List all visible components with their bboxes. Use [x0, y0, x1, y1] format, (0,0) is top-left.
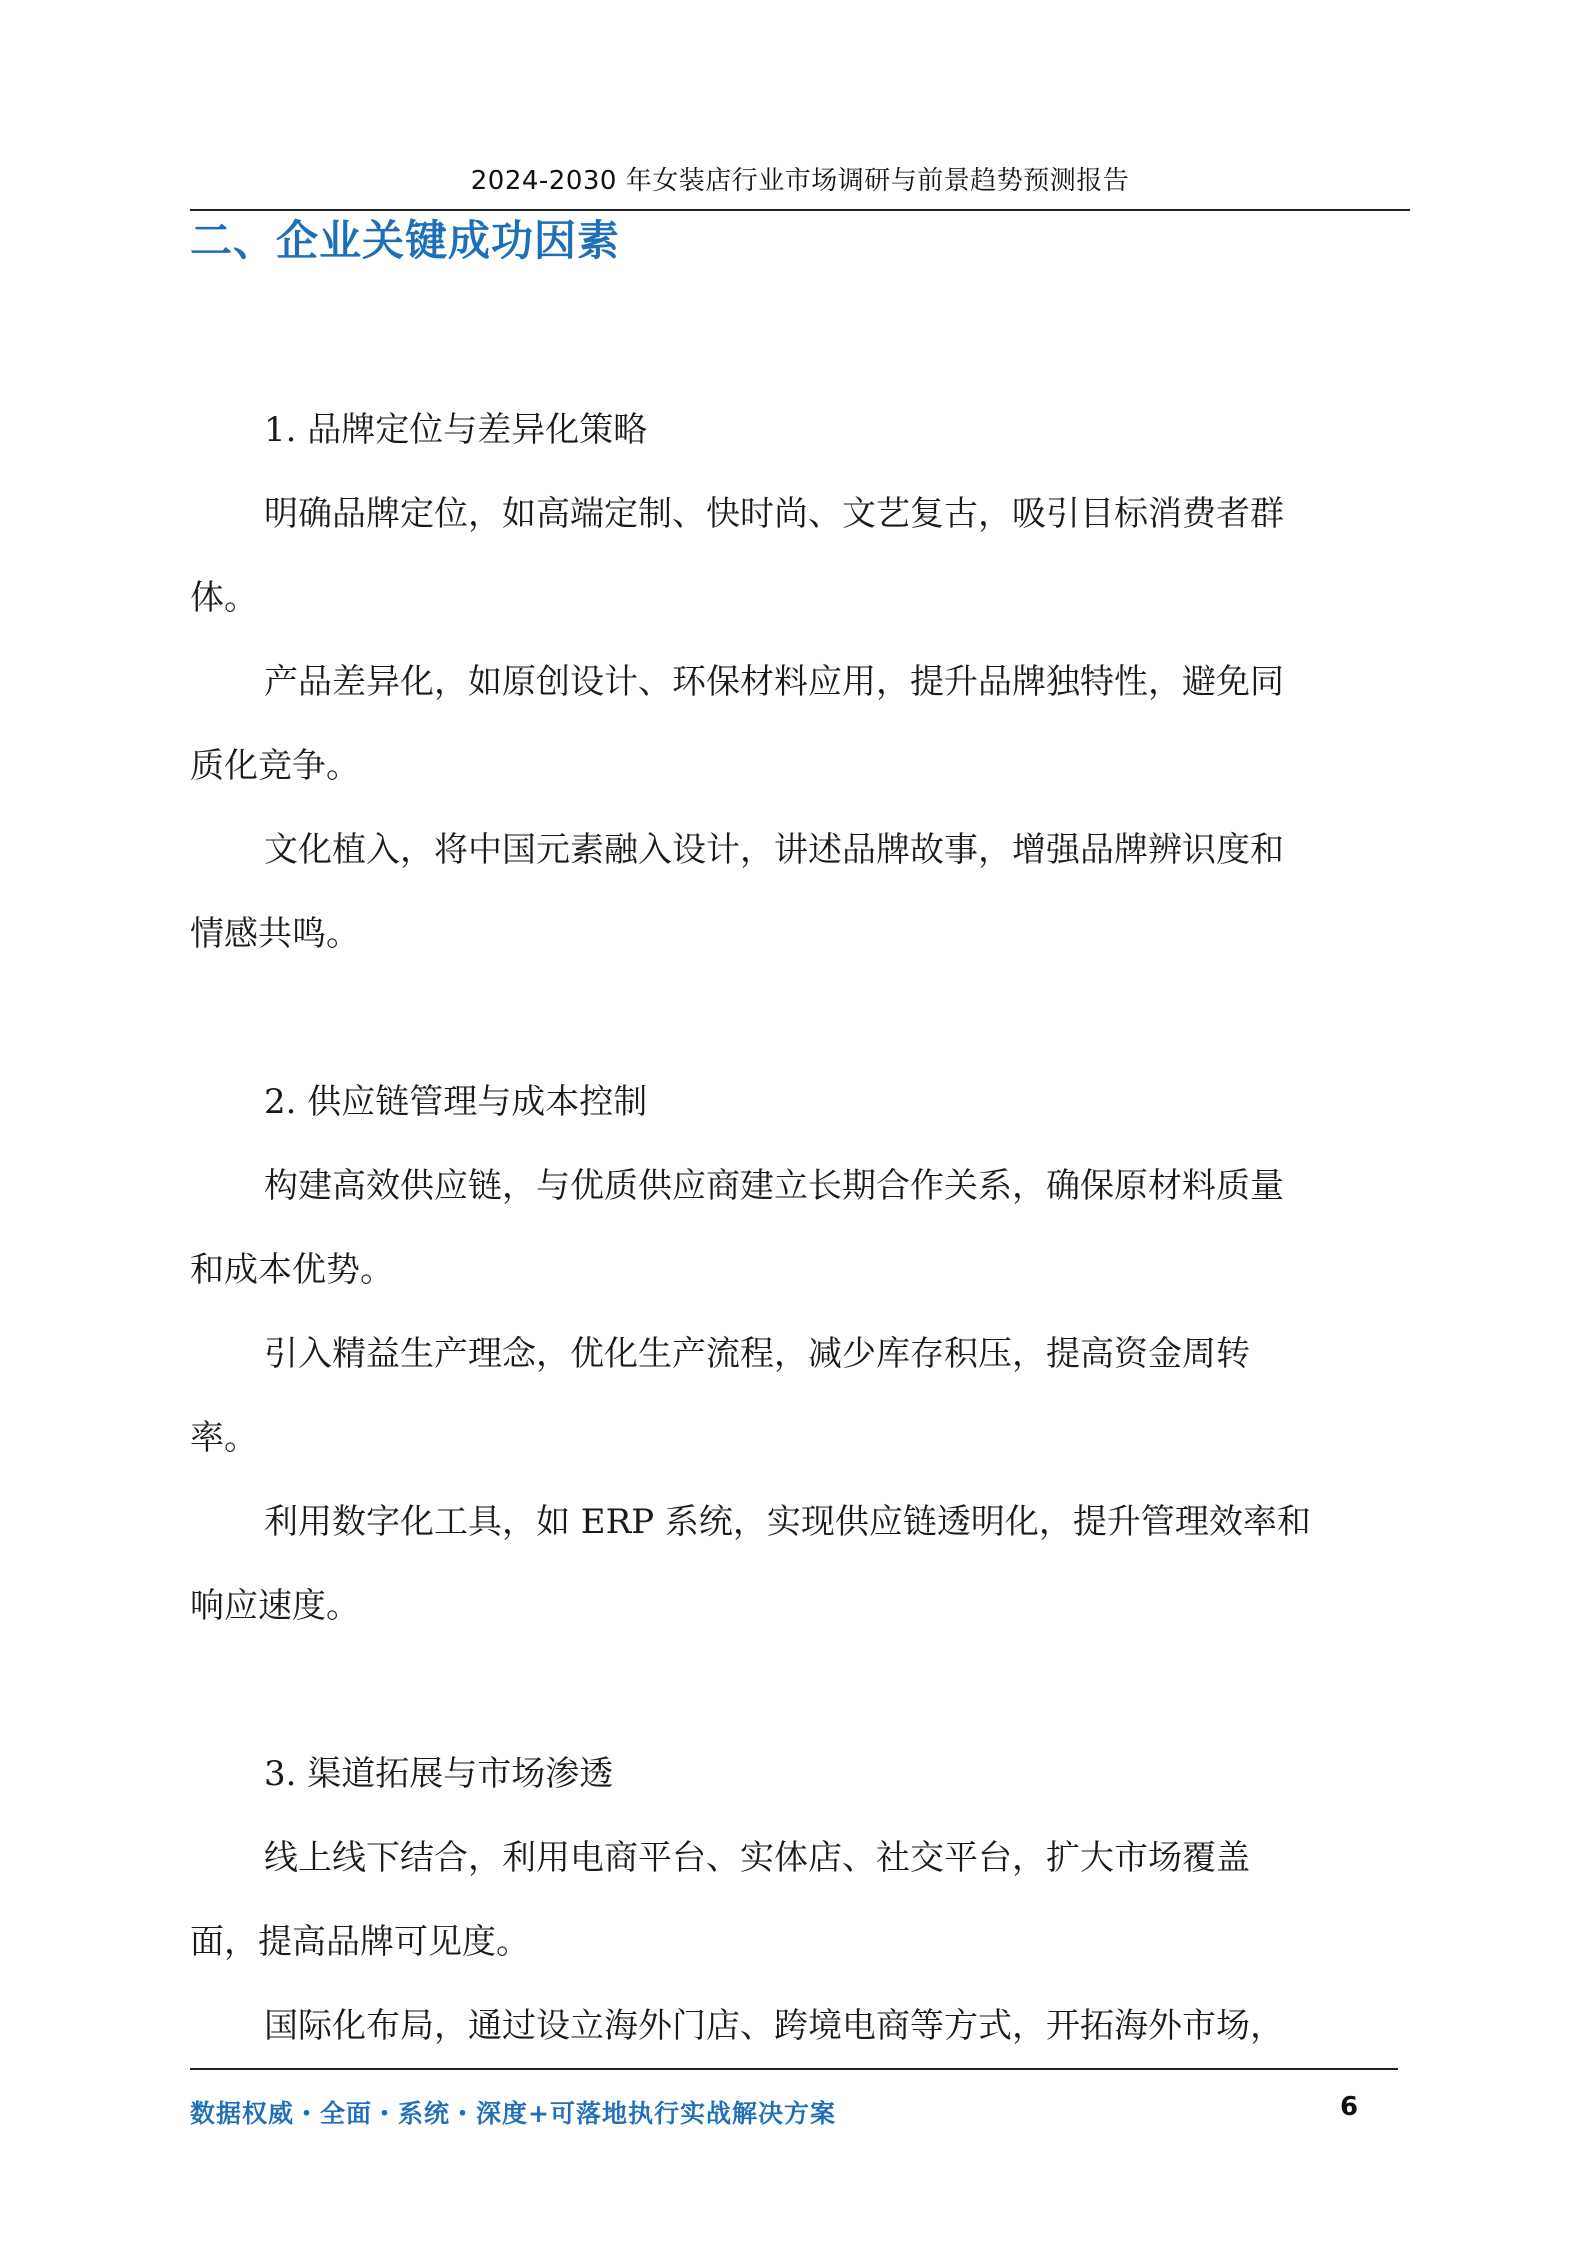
footer-divider	[190, 2068, 1398, 2070]
paragraph-line: 国际化布局，通过设立海外门店、跨境电商等方式，开拓海外市场，	[264, 2006, 1284, 2046]
paragraph-line: 面，提高品牌可见度。	[190, 1922, 530, 1962]
paragraph-line: 响应速度。	[190, 1586, 360, 1626]
section-gap	[190, 976, 1400, 1060]
running-header: 2024-2030 年女装店行业市场调研与前景趋势预测报告	[470, 166, 1130, 196]
paragraph-line: 明确品牌定位，如高端定制、快时尚、文艺复古，吸引目标消费者群	[264, 494, 1284, 534]
paragraph-line: 和成本优势。	[190, 1250, 394, 1290]
footer-slogan: 数据权威・全面・系统・深度+可落地执行实战解决方案	[190, 2099, 836, 2128]
paragraph-line: 引入精益生产理念，优化生产流程，减少库存积压，提高资金周转	[264, 1334, 1250, 1374]
paragraph-line: 体。	[190, 578, 258, 618]
paragraph-line: 率。	[190, 1418, 258, 1458]
paragraph-line: 文化植入，将中国元素融入设计，讲述品牌故事，增强品牌辨识度和	[264, 830, 1284, 870]
subsection-title: 2. 供应链管理与成本控制	[264, 1082, 648, 1122]
paragraph-line: 线上线下结合，利用电商平台、实体店、社交平台，扩大市场覆盖	[264, 1838, 1250, 1878]
paragraph-line: 构建高效供应链，与优质供应商建立长期合作关系，确保原材料质量	[264, 1166, 1284, 1206]
paragraph-line: 质化竞争。	[190, 746, 360, 786]
document-body	[190, 388, 1400, 2068]
paragraph-line: 产品差异化，如原创设计、环保材料应用，提升品牌独特性，避免同	[264, 662, 1284, 702]
subsection-title: 3. 渠道拓展与市场渗透	[264, 1754, 614, 1794]
page-number: 6	[1340, 2092, 1359, 2122]
paragraph-line: 利用数字化工具，如 ERP 系统，实现供应链透明化，提升管理效率和	[264, 1502, 1311, 1542]
section-gap	[190, 1648, 1400, 1732]
subsection-title: 1. 品牌定位与差异化策略	[264, 410, 648, 450]
section-heading: 二、企业关键成功因素	[190, 216, 621, 265]
paragraph-line: 情感共鸣。	[190, 914, 360, 954]
